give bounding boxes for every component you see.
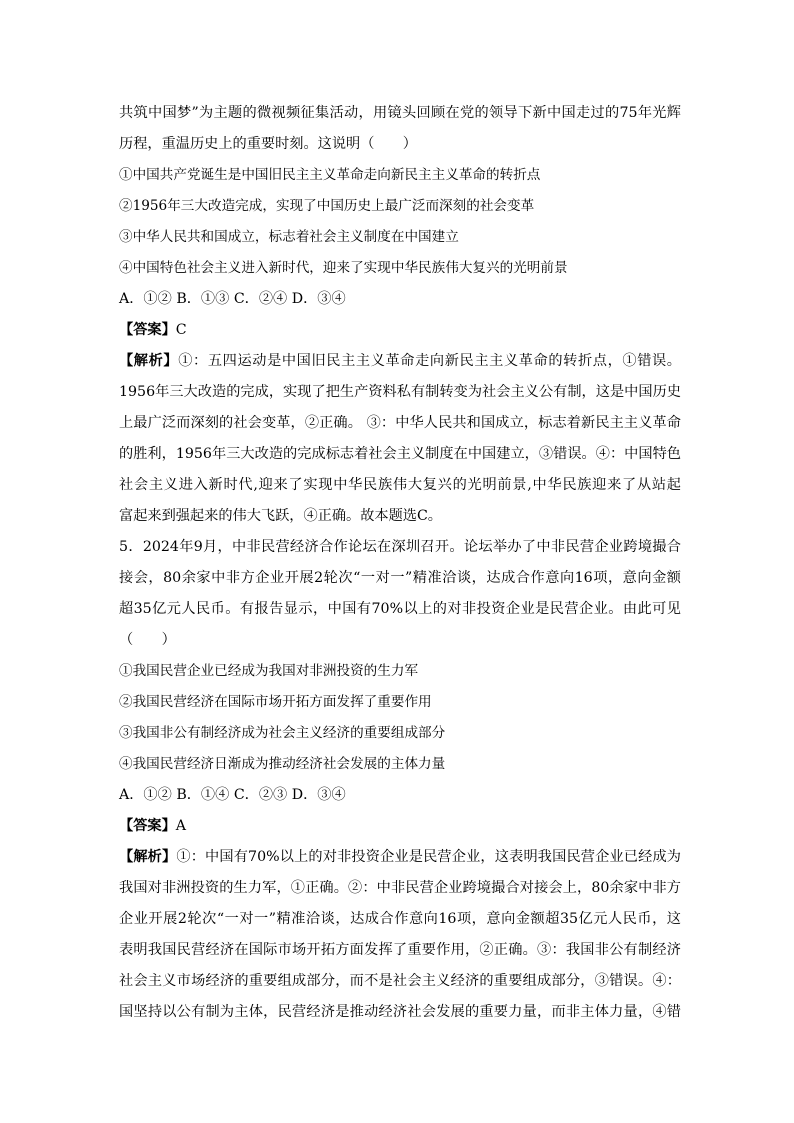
q5-analysis-line: 企业开展2轮次“一对一”精准洽谈，达成合作意向16项，意向金额超35亿元人民币，这 [119, 911, 681, 927]
q4-choices: A．①② B．①③ C．②④ D．③④ [119, 291, 346, 307]
analysis-text: ①：五四运动是中国旧民主主义革命走向新民主主义革命的转折点，①错误。 [178, 353, 681, 369]
q5-analysis-line [119, 842, 681, 873]
q5-stem-line: 5．2024年9月，中非民营经济合作论坛在深圳召开。论坛举办了中非民营企业跨境撮合 [119, 539, 681, 555]
answer-tag: 【答案】 [119, 818, 176, 834]
q4-stem-line: 历程，重温历史上的重要时刻。这说明（ ） [119, 136, 417, 152]
q4-analysis-line: 富起来到强起来的伟大飞跃，④正确。故本题选C。 [119, 508, 442, 524]
q4-analysis-line [119, 346, 681, 377]
q4-analysis-line: 的胜利，1956年三大改造的完成标志着社会主义制度在中国建立，③错误。④：中国特色 [119, 446, 681, 462]
q5-choices: A．①② B．①④ C．②③ D．③④ [119, 787, 346, 803]
q5-option-4: ④我国民营经济日渐成为推动经济社会发展的主体力量 [119, 756, 446, 772]
answer-tag: 【答案】 [119, 322, 176, 338]
answer-value: C [175, 322, 187, 338]
q5-stem-line: 接会，80余家中非方企业开展2轮次“一对一”精准洽谈，达成合作意向16项，意向金额 [119, 570, 681, 586]
q5-option-1: ①我国民营企业已经成为我国对非洲投资的生力军 [119, 663, 419, 679]
q4-option-1: ①中国共产党诞生是中国旧民主主义革命走向新民主主义革命的转折点 [119, 167, 541, 183]
q4-analysis-line: 社会主义进入新时代,迎来了实现中华民族伟大复兴的光明前景,中华民族迎来了从站起 [119, 477, 681, 493]
q4-option-3: ③中华人民共和国成立，标志着社会主义制度在中国建立 [119, 229, 459, 245]
answer-value: A [175, 818, 187, 834]
q4-analysis-line: 上最广泛而深刻的社会变革，②正确。 ③：中华人民共和国成立，标志着新民主主义革命 [119, 415, 681, 431]
q4-answer [119, 315, 681, 346]
page-content [119, 98, 681, 1028]
q5-stem-line: 超35亿元人民币。有报告显示，中国有70%以上的对非投资企业是民营企业。由此可见 [119, 601, 681, 617]
q4-stem-line: 共筑中国梦”为主题的微视频征集活动，用镜头回顾在党的领导下新中国走过的75年光辉 [119, 105, 681, 121]
q5-option-2: ②我国民营经济在国际市场开拓方面发挥了重要作用 [119, 694, 432, 710]
q4-analysis-line: 1956年三大改造的完成，实现了把生产资料私有制转变为社会主义公有制，这是中国历史 [119, 384, 681, 400]
q5-answer [119, 811, 681, 842]
q4-option-2: ②1956年三大改造完成，实现了中国历史上最广泛而深刻的社会变革 [119, 198, 535, 214]
q5-analysis-line: 国坚持以公有制为主体，民营经济是推动经济社会发展的重要力量，而非主体力量，④错 [119, 1004, 681, 1020]
analysis-text: ①：中国有70%以上的对非投资企业是民营企业，这表明我国民营企业已经成为 [176, 849, 681, 865]
q5-option-3: ③我国非公有制经济成为社会主义经济的重要组成部分 [119, 725, 446, 741]
analysis-tag: 【解析】 [119, 353, 179, 369]
analysis-tag: 【解析】 [119, 849, 177, 865]
q5-analysis-line: 社会主义市场经济的重要组成部分，而不是社会主义经济的重要组成部分，③错误。④： [119, 973, 681, 989]
q5-stem-line: （ ） [119, 632, 176, 648]
q5-analysis-line: 表明我国民营经济在国际市场开拓方面发挥了重要作用，②正确。③：我国非公有制经济 [119, 942, 681, 958]
q4-option-4: ④中国特色社会主义进入新时代，迎来了实现中华民族伟大复兴的光明前景 [119, 260, 568, 276]
q5-analysis-line: 我国对非洲投资的生力军，①正确。②：中非民营企业跨境撮合对接会上，80余家中非方 [119, 880, 681, 896]
